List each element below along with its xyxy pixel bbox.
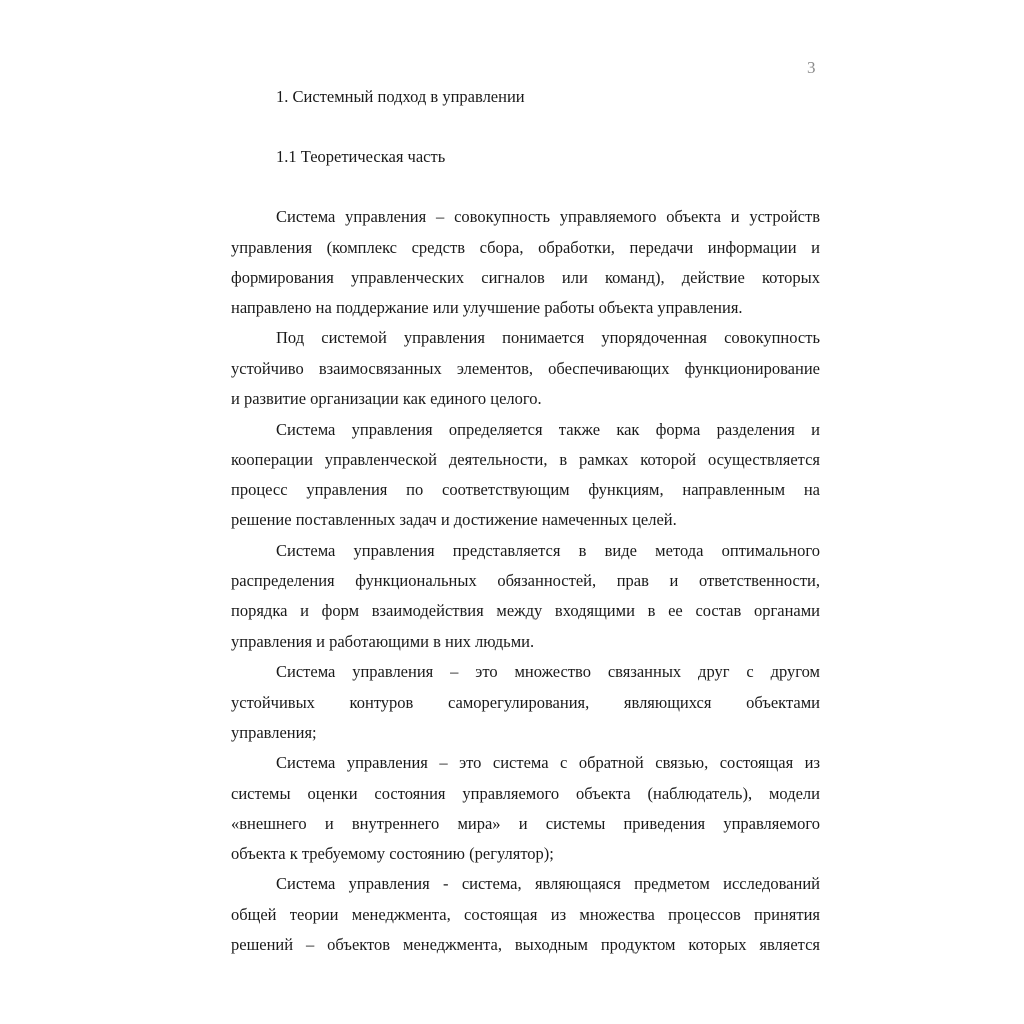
- paragraph-line: кооперации управленческой деятельности, в рамках которой осуществляется: [231, 450, 820, 469]
- paragraph-line: объекта к требуемому состоянию (регулятор);: [231, 844, 554, 863]
- paragraph-line: управления;: [231, 723, 317, 742]
- paragraph-line: Система управления представляется в виде метода оптимального: [276, 541, 820, 560]
- paragraph-line: общей теории менеджмента, состоящая из множества процессов принятия: [231, 905, 820, 924]
- paragraph-line: Под системой управления понимается упорядоченная совокупность: [276, 328, 820, 347]
- paragraph-line: формирования управленческих сигналов или команд), действие которых: [231, 268, 820, 287]
- paragraph-line: процесс управления по соответствующим функциям, направленным на: [231, 480, 820, 499]
- section-heading: 1. Системный подход в управлении: [276, 87, 525, 106]
- paragraph-line: порядка и форм взаимодействия между входящими в ее состав органами: [231, 601, 820, 620]
- paragraph-line: управления и работающими в них людьми.: [231, 632, 535, 651]
- paragraph-line: устойчиво взаимосвязанных элементов, обеспечивающих функционирование: [231, 359, 820, 378]
- paragraph-line: Система управления определяется также как форма разделения и: [276, 420, 820, 439]
- paragraph-line: решение поставленных задач и достижение намеченных целей.: [231, 510, 677, 529]
- paragraph-line: системы оценки состояния управляемого объекта (наблюдатель), модели: [231, 784, 820, 803]
- paragraph-line: устойчивых контуров саморегулирования, являющихся объектами: [231, 693, 820, 712]
- subsection-heading: 1.1 Теоретическая часть: [276, 147, 446, 166]
- paragraph-line: Система управления – это система с обратной связью, состоящая из: [276, 753, 820, 772]
- paragraph-line: и развитие организации как единого целого.: [231, 389, 542, 408]
- paragraph-line: распределения функциональных обязанностей, прав и ответственности,: [231, 571, 820, 590]
- paragraph-line: решений – объектов менеджмента, выходным продуктом которых является: [231, 935, 820, 954]
- paragraph-line: Система управления - система, являющаяся предметом исследований: [276, 874, 820, 893]
- paragraph-line: управления (комплекс средств сбора, обработки, передачи информации и: [231, 238, 820, 257]
- paragraph-line: Система управления – это множество связанных друг с другом: [276, 662, 820, 681]
- page-number: 3: [807, 58, 816, 77]
- paragraph-line: Система управления – совокупность управляемого объекта и устройств: [276, 207, 820, 226]
- paragraph-line: «внешнего и внутреннего мира» и системы приведения управляемого: [231, 814, 820, 833]
- paragraph-line: направлено на поддержание или улучшение работы объекта управления.: [231, 298, 743, 317]
